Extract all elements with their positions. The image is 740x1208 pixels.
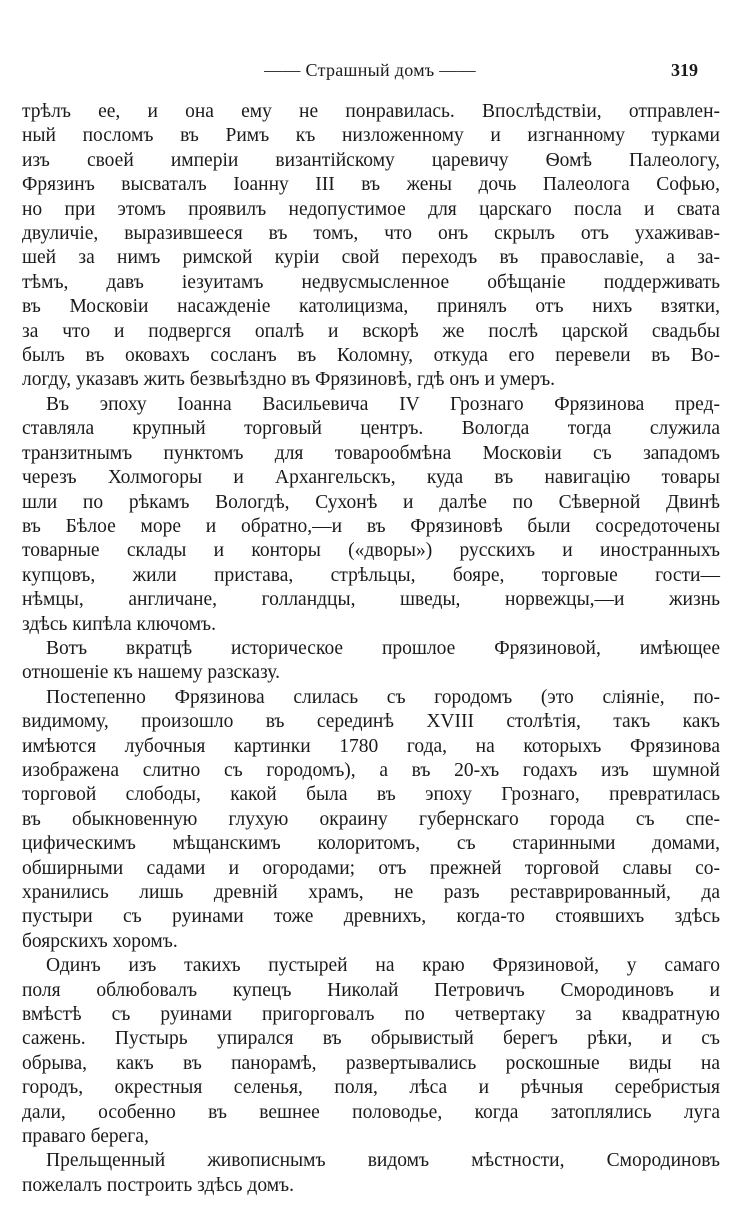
text-line: въ Московіи насажденіе католицизма, принялъ отъ нихъ взятки,	[22, 296, 720, 318]
text-line: поля облюбовалъ купецъ Николай Петровичъ Смородиновъ и	[22, 979, 720, 1001]
text-line: тѣмъ, давъ іезуитамъ недвусмысленное обѣщаніе поддерживать	[22, 271, 720, 293]
text-line: шей за нимъ римской куріи свой переходъ въ православіе, а за-	[22, 247, 720, 269]
text-line: отношеніе къ нашему разсказу.	[22, 662, 280, 684]
text-line: двуличіе, выразившееся въ томъ, что онъ скрылъ отъ ухаживав-	[22, 223, 720, 245]
text-line: городъ, окрестныя селенья, поля, лѣса и рѣчныя серебристыя	[22, 1077, 720, 1099]
paragraph	[22, 954, 720, 1149]
text-line: транзитнымъ пунктомъ для товарообмѣна Московіи съ западомъ	[22, 442, 720, 464]
text-line: имѣются лубочныя картинки 1780 года, на которыхъ Фрязинова	[22, 735, 720, 757]
text-line: дали, особенно въ вешнее половодье, когда затоплялись луга	[22, 1101, 720, 1123]
text-line: сажень. Пустырь упирался въ обрывистый берегъ рѣки, и съ	[22, 1028, 720, 1050]
text-line: шли по рѣкамъ Вологдѣ, Сухонѣ и далѣе по Сѣверной Двинѣ	[22, 491, 720, 513]
text-line: товарные склады и конторы («дворы») русскихъ и иностранныхъ	[22, 540, 720, 562]
paragraph	[22, 393, 720, 637]
text-line: Вотъ вкратцѣ историческое прошлое Фрязиновой, имѣющее	[46, 637, 720, 659]
text-line: вмѣстѣ съ руинами пригорговалъ по четвертаку за квадратную	[22, 1004, 720, 1026]
text-line: Постепенно Фрязинова слилась съ городомъ (это сліяніе, по-	[46, 686, 720, 708]
text-line: логду, указавъ жить безвыѣздно въ Фрязиновѣ, гдѣ онъ и умеръ.	[22, 369, 556, 391]
text-line: изображена слитно съ городомъ), а въ 20-хъ годахъ изъ шумной	[22, 759, 720, 781]
text-line: купцовъ, жили пристава, стрѣльцы, бояре, торговые гости—	[22, 564, 720, 586]
page-number: 319	[671, 60, 698, 80]
text-line: Одинъ изъ такихъ пустырей на краю Фрязиновой, у самаго	[46, 955, 720, 977]
text-line: здѣсь кипѣла ключомъ.	[22, 613, 216, 635]
body-text	[22, 100, 720, 1198]
paragraph	[22, 686, 720, 954]
page-header	[0, 60, 740, 90]
text-line: въ обыкновенную глухую окраину губернскаго города съ спе-	[22, 808, 720, 830]
text-line: обрыва, какъ въ панорамѣ, развертывались роскошные виды на	[22, 1052, 720, 1074]
text-line: трѣлъ ее, и она ему не понравилась. Впослѣдствіи, отправлен-	[22, 101, 720, 122]
text-line: видимому, произошло въ серединѣ XVIII столѣтія, такъ какъ	[22, 711, 720, 733]
text-line: изъ своей имперіи византійскому царевичу Ѳомѣ Палеологу,	[22, 149, 720, 171]
text-line: торговой слободы, какой была въ эпоху Грознаго, превратилась	[22, 784, 720, 806]
text-line: праваго берега,	[22, 1126, 149, 1148]
text-line: черезъ Холмогоры и Архангельскъ, куда въ навигацію товары	[22, 467, 720, 489]
text-line: за что и подвергся опалѣ и вскорѣ же послѣ царской свадьбы	[22, 320, 720, 342]
paragraph	[22, 637, 720, 686]
text-line: въ Бѣлое море и обратно,—и въ Фрязиновѣ были сосредоточены	[22, 515, 720, 537]
text-line: хранились лишь древній храмъ, не разъ реставрированный, да	[22, 882, 720, 903]
running-title: —— Страшный домъ ——	[264, 60, 476, 80]
text-line: былъ въ оковахъ сосланъ въ Коломну, откуда его перевели въ Во-	[22, 345, 720, 367]
text-line: боярскихъ хоромъ.	[22, 930, 178, 952]
text-line: цифическимъ мѣщанскимъ колоритомъ, съ старинными домами,	[22, 833, 720, 855]
text-line: пожелалъ построить здѣсь домъ.	[22, 1174, 295, 1196]
text-line: но при этомъ проявилъ недопустимое для царскаго посла и свата	[22, 198, 720, 220]
text-line: Въ эпоху Іоанна Васильевича IV Грознаго Фрязинова пред-	[46, 393, 720, 415]
text-line: нѣмцы, англичане, голландцы, шведы, норвежцы,—и жизнь	[22, 589, 720, 611]
paragraph	[22, 1149, 720, 1198]
text-line: Фрязинъ высваталъ Іоанну III въ жены дочь Палеолога Софью,	[22, 174, 720, 196]
text-line: ный посломъ въ Римъ къ низложенному и изгнанному турками	[22, 125, 720, 147]
text-line: обширными садами и огородами; отъ прежней торговой славы со-	[22, 857, 720, 879]
paragraph	[22, 100, 720, 393]
text-line: ставляла крупный торговый центръ. Вологда тогда служила	[22, 418, 720, 440]
text-line: Прельщенный живописнымъ видомъ мѣстности, Смородиновъ	[46, 1150, 720, 1172]
text-line: пустыри съ руинами тоже древнихъ, когда-то стоявшихъ здѣсь	[22, 906, 720, 928]
